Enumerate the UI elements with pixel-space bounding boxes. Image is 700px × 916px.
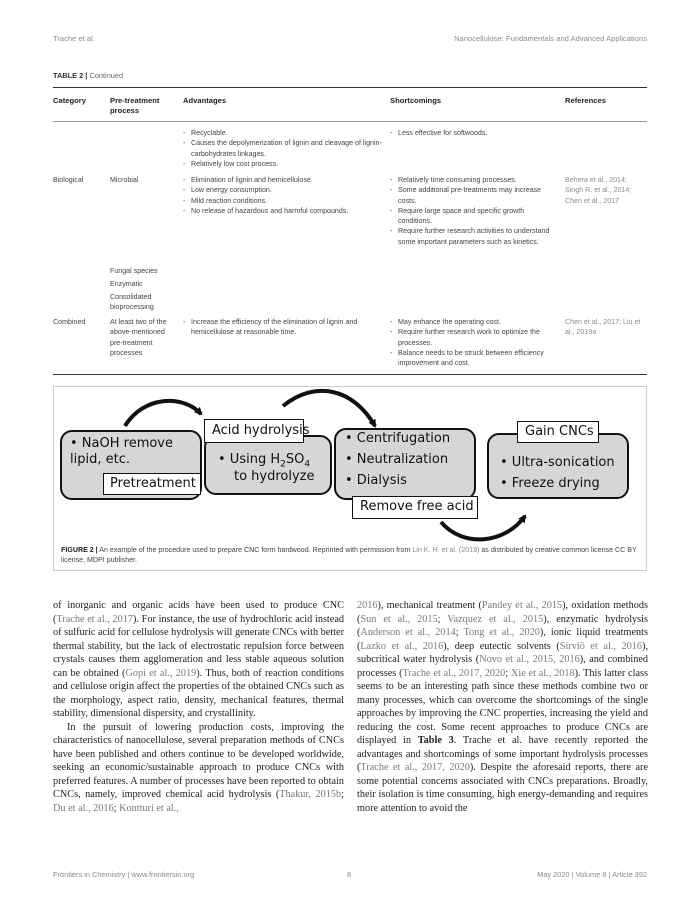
combined-references: Chen et al., 2017; Liu et al., 2019a bbox=[565, 318, 641, 337]
shortcomings-list bbox=[390, 128, 555, 138]
list-item: - Require further research work to optimize the processes. bbox=[390, 327, 555, 348]
footer-page-number: 8 bbox=[347, 870, 352, 879]
body-column-left bbox=[53, 599, 344, 815]
list-item: - Increase the efficiency of the elimination of lignin and hemicellulose at reasonable time. bbox=[183, 317, 383, 338]
shortcomings-list bbox=[390, 317, 555, 368]
remove-free-acid-label: Remove free acid bbox=[360, 499, 474, 514]
paragraph: of inorganic and organic acids have been used to produce CNC (Trache et al., 2017). For instance, the use of hydrochloric acid instead of sulfuric acid for cellulose hydrolysis will generate CNCs with better thermal stability, but the lack of electrostatic repulsion force between crystals causes them agglomeration and less stable aqueous solution can be obtained (Gopi et al., 2019). Thus, both of reaction conditions and cellulose origin affect the properties of the obtained CNCs such as the morphology, aspect ratio, density, mechanical features, thermal stability, dimensional dispersity, and crystallinity. bbox=[53, 600, 345, 719]
list-item: - Require large space and specific growth conditions. bbox=[390, 206, 555, 227]
process-enzymatic: Enzymatic bbox=[110, 280, 143, 288]
acid-hydrolysis-label: Acid hydrolysis bbox=[212, 423, 310, 438]
figure-caption: FIGURE 2 | An example of the procedure used to prepare CNC form hardwood. Reprinted with permission from Lin K. H. et al. (2019) as distributed by creative common license CC BY license, MDPI publisher. bbox=[61, 546, 637, 564]
biological-shortcomings bbox=[390, 175, 555, 247]
citation-link[interactable]: 2016 bbox=[357, 600, 378, 611]
combined-advantages bbox=[183, 317, 383, 338]
list-item: - Relatively low cost process. bbox=[183, 159, 383, 169]
shortcomings-list bbox=[390, 175, 555, 247]
column-header-category: Category bbox=[53, 96, 86, 105]
column-header-references: References bbox=[565, 96, 606, 105]
paragraph: In the pursuit of lowering production costs, improving the characteristics of nanocellulose, several preparation methods of CNCs have been published and others continue to be developed worldwide, seeking an economic/sustainable approach to produce CNCs with preferred features. A number of processes have been reported to obtain CNCs, namely, improved chemical acid hydrolysis (Thakur, 2015b; Du et al., 2016; Kontturi et al., bbox=[53, 721, 344, 814]
citation-link[interactable]: Sirviö et al., 2016 bbox=[559, 640, 643, 652]
list-item: - May enhance the operating cost. bbox=[390, 317, 555, 327]
list-item: - Balance needs to be struck between efficiency improvement and cost. bbox=[390, 348, 555, 369]
citation-link[interactable]: Thakur, 2015b bbox=[279, 789, 342, 800]
citation-link[interactable]: Sun et al., 2015 bbox=[360, 613, 438, 625]
list-item: - Some additional pre-treatments may increase costs. bbox=[390, 185, 555, 206]
advantages-list bbox=[183, 175, 383, 216]
body-column-right bbox=[357, 599, 648, 815]
citation-link[interactable]: Lazko et al., 2016 bbox=[360, 640, 444, 652]
citation-link[interactable]: Du et al., 2016 bbox=[53, 802, 114, 814]
citation-link[interactable]: Novo et al., 2015, 2016 bbox=[479, 654, 580, 665]
step-neutralization: • Neutralization bbox=[345, 452, 449, 467]
advantages-list bbox=[183, 128, 383, 169]
column-header-process: Pre-treatment process bbox=[110, 96, 160, 115]
citation-link[interactable]: Trache et al., 2017 bbox=[56, 613, 133, 625]
step-centrifugation: • Centrifugation bbox=[345, 431, 451, 446]
figure-caption-label: FIGURE 2 | bbox=[61, 546, 98, 554]
process-consolidated-bioprocessing: Consolidated bioprocessing bbox=[110, 293, 154, 312]
list-item: - No release of hazardous and harmful compounds. bbox=[183, 206, 383, 216]
arrow-dialysis-to-cncs bbox=[441, 516, 525, 539]
column-header-advantages: Advantages bbox=[183, 96, 227, 105]
list-item: - Relatively time consuming processes. bbox=[390, 175, 555, 185]
citation-link[interactable]: Trache et al., 2017, 2020 bbox=[402, 667, 506, 679]
process-fungal-species: Fungal species bbox=[110, 267, 158, 275]
citation-link[interactable]: Xie et al., 2018 bbox=[510, 667, 575, 679]
footer-journal: Frontiers in Chemistry | www.frontiersin.org bbox=[53, 870, 195, 879]
table-row-continued-shortcomings bbox=[390, 128, 555, 138]
pretreatment-step-text: • NaOH remove lipid, etc. bbox=[70, 436, 173, 467]
table-caption bbox=[53, 71, 123, 80]
list-item: - Less effective for softwoods. bbox=[390, 128, 555, 138]
column-header-shortcomings: Shortcomings bbox=[390, 96, 442, 105]
list-item: - Require further research activities to understand some important parameters such as kinetics. bbox=[390, 226, 555, 247]
category-combined: Combined bbox=[53, 318, 86, 326]
gain-cncs-label: Gain CNCs bbox=[525, 424, 594, 439]
list-item: - Recyclable. bbox=[183, 128, 383, 138]
acid-hydrolysis-reagent: • Using $H_2SO_4$ bbox=[218, 452, 311, 470]
citation-link[interactable]: Pandey et al., 2015 bbox=[481, 600, 563, 611]
process-combined: At least two of the above-mentioned pre-treatment processes bbox=[110, 318, 167, 357]
running-header-title: Nanocellulose: Fundamentals and Advanced Applications bbox=[454, 34, 647, 43]
biological-references: Behera et al., 2014; Singh R. et al., 2014; Chen et al., 2017 bbox=[565, 176, 632, 205]
biological-advantages bbox=[183, 175, 383, 216]
footer-issue: May 2020 | Volume 8 | Article 392 bbox=[537, 870, 647, 879]
table-bottom-rule bbox=[53, 374, 647, 375]
citation-link[interactable]: Vazquez et al., 2015 bbox=[447, 613, 544, 625]
combined-shortcomings bbox=[390, 317, 555, 368]
step-ultra-sonication: • Ultra-sonication bbox=[500, 455, 615, 470]
category-biological: Biological bbox=[53, 176, 84, 184]
list-item: - Mild reaction conditions. bbox=[183, 196, 383, 206]
table-caption-label: TABLE 2 | bbox=[53, 71, 88, 80]
process-microbial: Microbial bbox=[110, 176, 139, 184]
citation-link[interactable]: Kontturi et al., bbox=[119, 802, 179, 814]
running-header-authors: Trache et al. bbox=[53, 34, 95, 43]
list-item: - Low energy consumption. bbox=[183, 185, 383, 195]
figure-caption-citation: Lin K. H. et al. (2019) bbox=[412, 546, 480, 554]
step-freeze-drying: • Freeze drying bbox=[500, 476, 600, 491]
citation-link[interactable]: Tong et al., 2020 bbox=[463, 627, 540, 638]
list-item: - Causes the depolymerization of lignin and cleavage of lignin-carbohydrates linkages. bbox=[183, 138, 383, 159]
table-top-rule bbox=[53, 87, 647, 88]
step-dialysis: • Dialysis bbox=[345, 473, 407, 488]
citation-link[interactable]: Gopi et al., 2019 bbox=[125, 667, 197, 679]
pretreatment-label: Pretreatment bbox=[110, 476, 196, 491]
table-caption-text: Continued bbox=[89, 71, 124, 80]
table-row-continued-advantages bbox=[183, 128, 383, 169]
advantages-list bbox=[183, 317, 383, 338]
table-header-rule bbox=[53, 121, 647, 122]
table-reference[interactable]: Table 3 bbox=[417, 735, 454, 746]
arrow-pretreatment-to-hydrolysis bbox=[125, 401, 201, 426]
acid-hydrolysis-purpose: to hydrolyze bbox=[234, 469, 315, 484]
citation-link[interactable]: Anderson et al., 2014 bbox=[360, 627, 456, 638]
citation-link[interactable]: Trache et al., 2017, 2020 bbox=[360, 762, 470, 773]
paragraph: 2016), mechanical treatment (Pandey et al., 2015), oxidation methods (Sun et al., 2015; Vazquez et al., 2015), enzymatic hydrolysis (Anderson et al., 2014; Tong et al., 2020), ionic liquid treatments (Lazko et al., 2016), deep eutectic solvents (Sirviö et al., 2016), subcritical water hydrolysis (Novo et al., 2015, 2016), and combined processes (Trache et al., 2017, 2020; Xie et al., 2018). This latter class seems to be an interesting path since these methods combine two or many processes, which can overcome the shortcomings of the single approaches by improving the CNC properties, increasing the yield and reducing the cost. Some recent approaches to produce CNCs are displayed in Table 3. Trache et al. have recently reported the advantages and shortcomings of some important hydrolysis processes (Trache et al., 2017, 2020). Despite the aforesaid reports, there are some potential concerns associated with CNCs preparations. Broadly, their isolation is time consuming, high energy-demanding and requires more attention to avoid the bbox=[357, 600, 649, 814]
list-item: - Elimination of lignin and hemicellulose. bbox=[183, 175, 383, 185]
